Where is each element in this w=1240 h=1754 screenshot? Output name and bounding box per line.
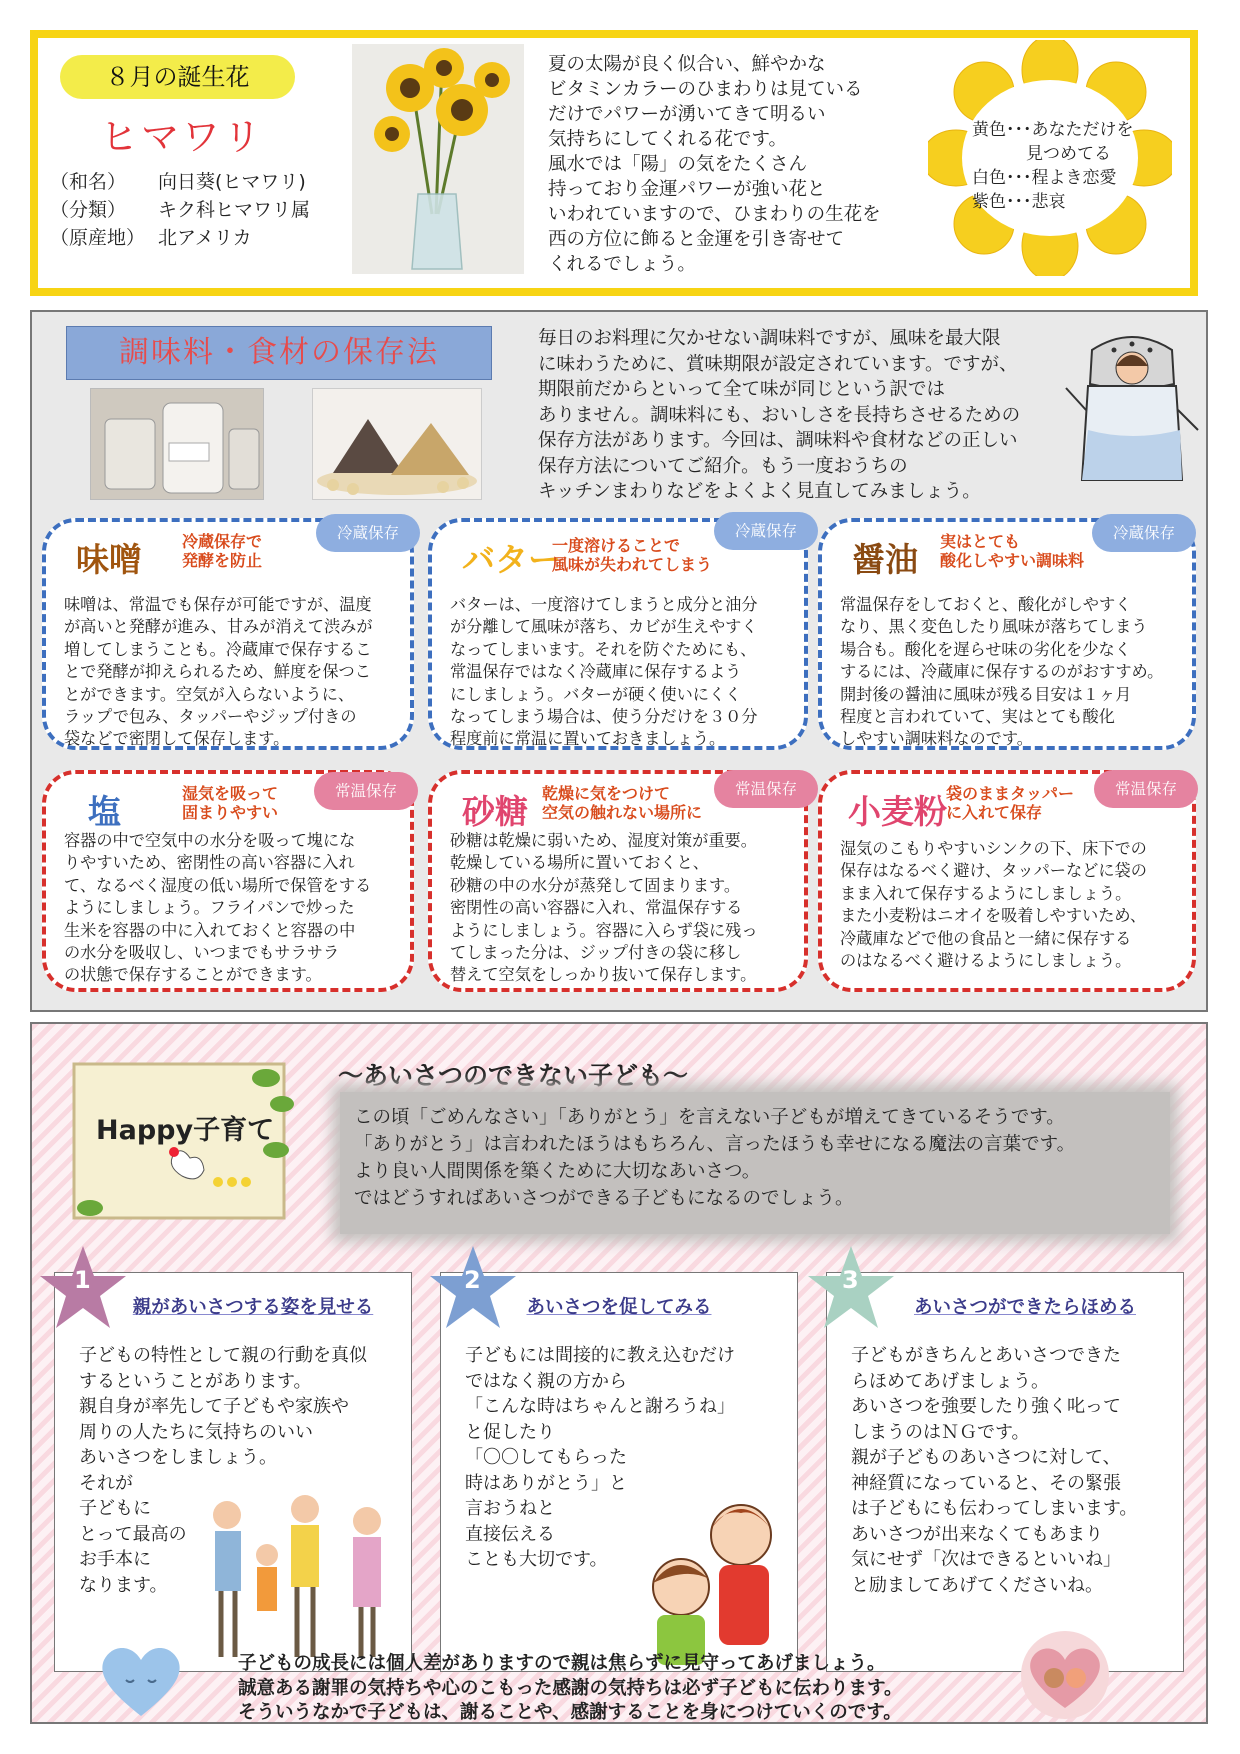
refrigerate-badge: 冷蔵保存 <box>714 512 818 550</box>
room-temp-badge: 常温保存 <box>314 772 418 810</box>
miso-photo <box>312 388 482 500</box>
tip-card-2 <box>440 1272 798 1672</box>
card-body: 湿気のこもりやすいシンクの下、床下での 保存はなるべく避け、タッパーなどに袋の まま入れて保存するようにしましょう。 また小麦粉はニオイを吸着しやすいため、 冷蔵庫などで他の食品と一緒に保存する のはなるべく避けるようにしましょう。 <box>840 839 1147 971</box>
tip-text: 子どもがきちんとあいさつできた らほめてあげましょう。 あいさつを強要したり強く叱って しまうのはＮＧです。 親が子どものあいさつに対して、 神経質になっていると、その緊張 は子どもにも伝わってしまいます。 あいさつが出来なくてもあまり 気にせず「次はできるといいね」 と励ましてあげてくださいね。 <box>851 1345 1138 1596</box>
card-title: 小麦粉 <box>848 792 947 831</box>
tip-title: あいさつを促してみる <box>526 1297 712 1318</box>
card-body: 味噌は、常温でも保存が可能ですが、温度 が高いと発酵が進み、甘みが消えて渋みが 増してしまうことも。冷蔵庫で保存するこ とで発酵が抑えられるため、鮮度を保つこ とができます。空気が入らないように、 ラップで包み、タッパーやジップ付きの 袋などで密閉して保存します。 <box>64 595 373 749</box>
heart-icon <box>98 1640 184 1720</box>
room-temp-badge: 常温保存 <box>1094 770 1198 808</box>
card-title: バター <box>462 540 561 579</box>
storage-card-miso <box>42 518 414 750</box>
card-subtitle: 湿気を吸って 固まりやすい <box>182 784 279 822</box>
flower-info <box>50 168 310 252</box>
tip-number-3: 3 <box>842 1266 859 1294</box>
family-illustration <box>197 1487 407 1669</box>
tip-number-1: 1 <box>74 1266 91 1294</box>
flower-color-meanings: 黄色･･･あなただけを 見つめてる 白色･･･程よき恋愛 紫色･･･悲哀 <box>972 120 1134 212</box>
tip-title: 親があいさつする姿を見せる <box>132 1297 374 1318</box>
tip-card-1 <box>54 1272 412 1672</box>
card-title: 塩 <box>88 792 121 831</box>
card-subtitle: 乾燥に気をつけて 空気の触れない場所に <box>542 784 703 822</box>
card-subtitle: 実はとても 酸化しやすい調味料 <box>940 532 1085 570</box>
card-subtitle: 袋のままタッパー に入れて保存 <box>946 784 1075 822</box>
card-body: 砂糖は乾燥に弱いため、湿度対策が重要。 乾燥している場所に置いておくと、 砂糖の中の水分が蒸発して固まります。 密閉性の高い容器に入れ、常温保存する ようにしましょう。容器に入らず袋に残っ てしまった分は、ジップ付きの袋に移し 替えて空気をしっかり抜いて保存します。 <box>450 831 758 985</box>
info-row-origin: （原産地） 北アメリカ <box>50 227 252 249</box>
flower-description: 夏の太陽が良く似合い、鮮やかな ビタミンカラーのひまわりは見ている だけでパワーが湧いてきて明るい 気持ちにしてくれる花です。 風水では「陽」の気をたくさん 持っており金運パワーが強い花と いわれていますので、ひまわりの生花を 西の方位に飾ると金運を引き寄せて くれるでしょう。 <box>548 54 881 275</box>
storage-card-butter <box>428 518 808 750</box>
room-temp-badge: 常温保存 <box>714 770 818 808</box>
refrigerate-badge: 冷蔵保存 <box>1092 514 1196 552</box>
seasoning-intro: 毎日のお料理に欠かせない調味料ですが、風味を最大限 に味わうために、賞味期限が設定されています。ですが、 期限前だからといって全て味が同じという訳では ありません。調味料にも、おいしさを長持ちさせるための 保存方法があります。今回は、調味料や食材などの正しい 保存方法についてご紹介。もう一度おうちの キッチンまわりなどをよくよく見直してみましょう。 <box>538 328 1021 502</box>
card-subtitle: 一度溶けることで 風味が失われてしまう <box>552 536 713 574</box>
parenting-intro: この頃「ごめんなさい」「ありがとう」を言えない子どもが増えてきているそうです。 「ありがとう」は言われたほうはもちろん、言ったほうも幸せになる魔法の言葉です。 より良い人間関係を築くために大切なあいさつ。 ではどうすればあいさつができる子どもになるのでしょう。 <box>340 1092 1170 1234</box>
board-label: Happy子育て <box>96 1115 275 1146</box>
tip-number-2: 2 <box>464 1266 481 1294</box>
tip-card-3 <box>826 1272 1184 1672</box>
card-title: 味噌 <box>76 540 142 579</box>
sunflower-vase-photo <box>352 44 524 274</box>
card-body: 常温保存をしておくと、酸化がしやすく なり、黒く変色したり風味が落ちてしまう 場合も。酸化を遅らせ味の劣化を少なく するには、冷蔵庫に保存するのがおすすめ。 開封後の醤油に風味が残る目安は１ヶ月 程度と言われていて、実はとても酸化 しやすい調味料なのです。 <box>840 595 1164 749</box>
heart-couple-icon <box>1016 1630 1114 1720</box>
card-title: 砂糖 <box>462 792 528 831</box>
tip-text: 子どもには間接的に教え込むだけ ではなく親の方から 「こんな時はちゃんと謝ろうね」 と促したり 「〇〇してもらった 時はありがとう」と 言おうねと 直接伝える ことも大切です。 <box>465 1345 735 1570</box>
tip-text: 子どもの特性として親の行動を真似 するということがあります。 親自身が率先して子どもや家族や 周りの人たちに気持ちのいい あいさつをしましょう。 それが 子どもに とって最高の お手本に なります。 <box>79 1345 367 1596</box>
card-body: 容器の中で空気中の水分を吸って塊にな りやすいため、密閉性の高い容器に入れ て、なるべく湿度の低い場所で保管をする ようにしましょう。フライパンで炒った 生米を容器の中に入れておくと容器の中 の水分を吸収し、いつまでもサラサラ の状態で保存することができます。 <box>64 831 372 985</box>
refrigerate-badge: 冷蔵保存 <box>316 514 420 552</box>
info-row-japanese-name: （和名） 向日葵(ヒマワリ) <box>50 171 306 193</box>
mother-child-illustration <box>637 1479 797 1667</box>
birth-flower-label: ８月の誕生花 <box>60 55 295 99</box>
card-body: バターは、一度溶けてしまうと成分と油分 が分離して風味が落ち、カビが生えやすく なってしまいます。それを防ぐためにも、 常温保存ではなく冷蔵庫に保存するよう にしましょう。バターが硬く使いにくく なってしまう場合は、使う分だけを３０分 程度前に常温に置いておきましょう。 <box>450 595 758 749</box>
salt-jars-photo <box>90 388 264 500</box>
card-title: 醤油 <box>852 540 918 579</box>
parenting-title: ～あいさつのできない子ども～ <box>338 1061 689 1090</box>
storage-card-soy-sauce <box>818 518 1196 750</box>
card-subtitle: 冷蔵保存で 発酵を防止 <box>182 532 263 570</box>
seasoning-title: 調味料・食材の保存法 <box>66 326 492 380</box>
tip-title: あいさつができたらほめる <box>913 1297 1136 1318</box>
salt-shaker-mascot <box>1062 330 1202 490</box>
info-row-classification: （分類） キク科ヒマワリ属 <box>50 199 311 221</box>
parenting-footer: 子どもの成長には個人差がありますので親は焦らずに見守ってあげましょう。 誠意ある謝罪の気持ちや心のこもった感謝の気持ちは必ず子どもに伝わります。 そういうなかで子どもは、謝ることや、感謝することを身につけていくのです。 <box>238 1653 903 1723</box>
flower-name: ヒマワリ <box>100 115 265 159</box>
